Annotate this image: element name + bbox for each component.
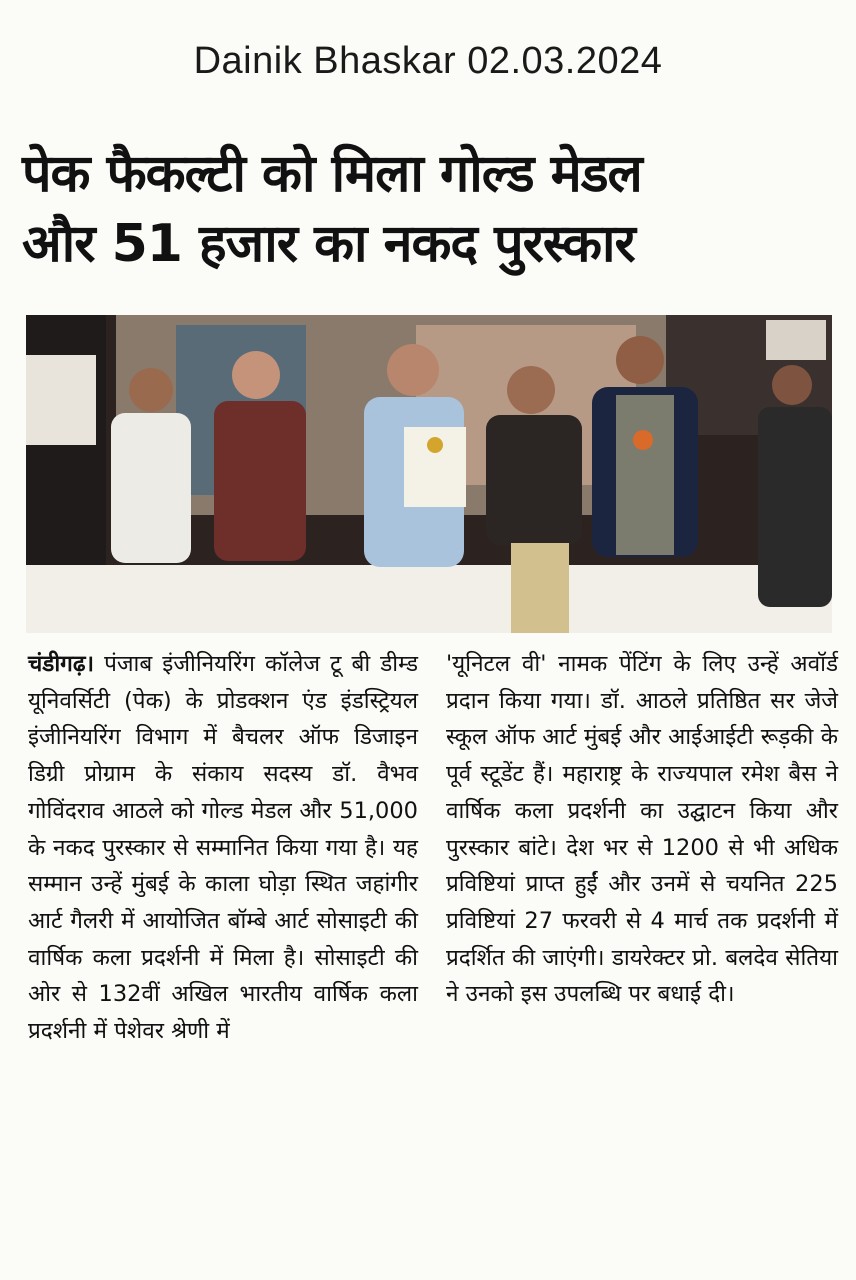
article-text-left: पंजाब इंजीनियरिंग कॉलेज टू बी डीम्ड यूनिवर्सिटी (पेक) के प्रोडक्शन एंड इंडस्ट्रियल इंजीनियरिंग विभाग में बैचलर ऑफ डिजाइन डिग्री प्रोग्राम के संकाय सदस्य डॉ. वैभव गोविंदराव आठले को गोल्ड मेडल और 51,000 के नकद पुरस्कार से सम्मानित किया गया है। यह सम्मान उन्हें मुंबई के काला घोड़ा स्थित जहांगीर आर्ट गैलरी में आयोजित बॉम्बे आर्ट सोसाइटी की वार्षिक कला प्रदर्शनी में मिला है। सोसाइटी की ओर से 132वीं अखिल भारतीय वार्षिक कला प्रदर्शनी में पेशेवर श्रेणी में xyxy=(28,651,418,1045)
news-photo xyxy=(26,315,832,633)
dateline: चंडीगढ़। xyxy=(28,651,95,677)
headline-line-2: और 51 हजार का नकद पुरस्कार xyxy=(22,214,635,274)
article-column-left xyxy=(28,646,418,1050)
article-column-right xyxy=(446,646,838,1013)
headline-line-1: पेक फैकल्टी को मिला गोल्ड मेडल xyxy=(22,144,642,204)
article-text-right: 'यूनिटल वी' नामक पेंटिंग के लिए उन्हें अवॉर्ड प्रदान किया गया। डॉ. आठले प्रतिष्ठित सर जेजे स्कूल ऑफ आर्ट मुंबई और आईआईटी रूड़की के पूर्व स्टूडेंट हैं। महाराष्ट्र के राज्यपाल रमेश बैस ने वार्षिक कला प्रदर्शनी का उद्घाटन किया और पुरस्कार बांटे। देश भर से 1200 से भी अधिक प्रविष्टियां प्राप्त हुईं और उनमें से चयनित 225 प्रविष्टियां 27 फरवरी से 4 मार्च तक प्रदर्शनी में प्रदर्शित की जाएंगी। डायरेक्टर प्रो. बलदेव सेतिया ने उनको इस उपलब्धि पर बधाई दी। xyxy=(446,651,838,1008)
masthead: Dainik Bhaskar 02.03.2024 xyxy=(193,40,663,82)
